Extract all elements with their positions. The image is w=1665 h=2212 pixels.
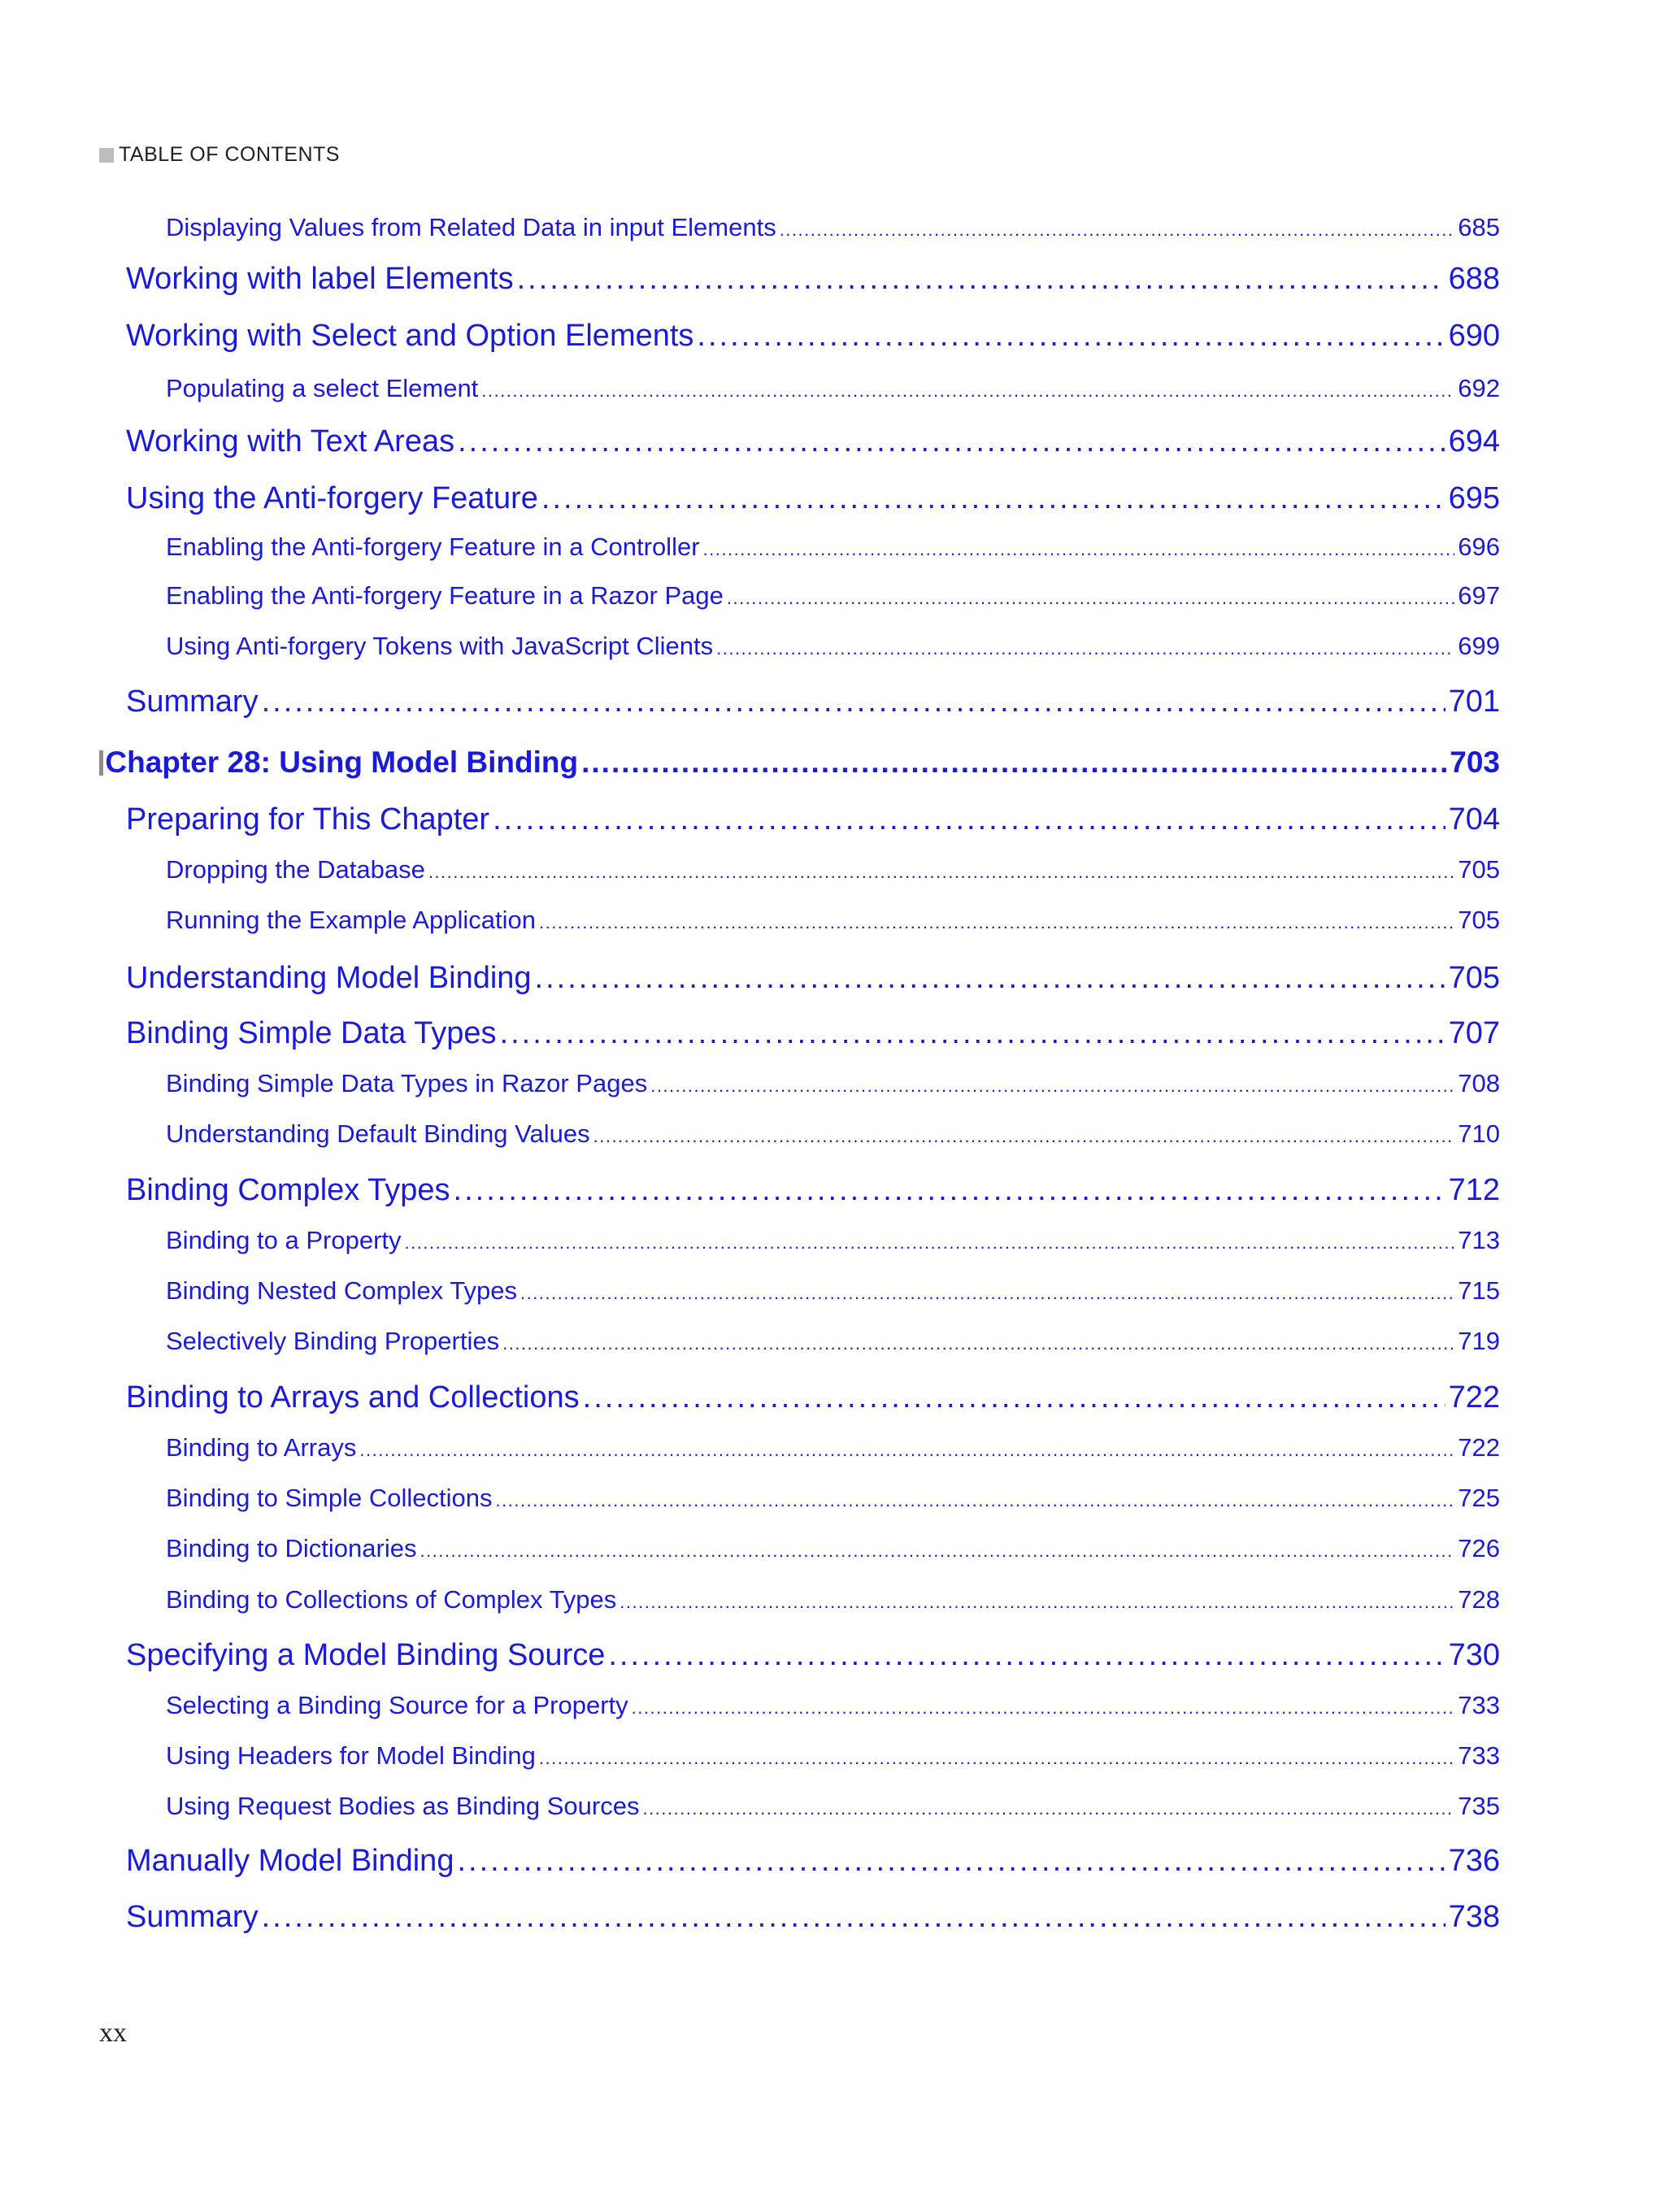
toc-entry-page: 735: [1458, 1792, 1500, 1820]
toc-entry-title: Summary: [126, 684, 259, 719]
toc-entry[interactable]: [126, 1900, 1500, 1935]
toc-entry-page: 697: [1458, 581, 1500, 610]
dot-leader: [359, 1440, 1454, 1461]
toc-entry[interactable]: [166, 1226, 1500, 1255]
toc-entry-page: 685: [1458, 213, 1500, 241]
toc-entry[interactable]: [166, 1276, 1500, 1306]
toc-entry-page: 696: [1458, 532, 1500, 561]
toc-entry-page: 705: [1458, 906, 1500, 934]
toc-entry-page: 703: [1450, 745, 1500, 779]
running-header-label: TABLE OF CONTENTS: [119, 143, 340, 166]
dot-leader: [716, 638, 1454, 659]
toc-entry[interactable]: [166, 581, 1500, 611]
dot-leader: [632, 1697, 1455, 1719]
toc-entry[interactable]: [166, 1792, 1500, 1821]
toc-entry-title: Manually Model Binding: [126, 1844, 454, 1878]
toc-entry-title: Binding to Collections of Complex Types: [166, 1585, 617, 1614]
dot-leader: [642, 1798, 1454, 1819]
dot-leader: [539, 1748, 1454, 1769]
toc-entry-page: 688: [1448, 262, 1500, 296]
toc-entry-page: 694: [1448, 424, 1500, 458]
toc-entry-page: 707: [1448, 1016, 1500, 1050]
toc-entry[interactable]: [126, 802, 1500, 837]
toc-entry[interactable]: [126, 262, 1500, 297]
toc-entry[interactable]: [166, 1433, 1500, 1462]
toc-entry-title: Selectively Binding Properties: [166, 1327, 500, 1355]
toc-entry-title: Chapter 28: Using Model Binding: [105, 745, 579, 779]
toc-entry-page: 730: [1448, 1638, 1500, 1672]
toc-entry[interactable]: [166, 1585, 1500, 1614]
toc-entry-title: Binding to Arrays and Collections: [126, 1380, 580, 1415]
toc-entry-page: 710: [1458, 1119, 1500, 1148]
toc-entry-title: Understanding Model Binding: [126, 961, 532, 995]
toc-entry[interactable]: [166, 906, 1500, 935]
toc-entry-title: Binding Simple Data Types in Razor Pages: [166, 1069, 648, 1097]
toc-entry-page: 736: [1448, 1844, 1500, 1878]
dot-leader: [405, 1232, 1455, 1254]
toc-entry-page: 738: [1448, 1900, 1500, 1934]
toc-entry[interactable]: [166, 532, 1500, 562]
toc-entry-page: 704: [1448, 802, 1500, 837]
toc-entry-page: 733: [1458, 1741, 1500, 1770]
dot-leader: [457, 1844, 1445, 1879]
square-bullet-icon: [99, 148, 114, 163]
toc-entry[interactable]: [166, 1534, 1500, 1563]
page-number: xx: [99, 2018, 127, 2048]
toc-entry-page: 715: [1458, 1276, 1500, 1305]
toc-entry[interactable]: [126, 481, 1500, 516]
dot-leader: [650, 1076, 1454, 1097]
toc-entry-title: Dropping the Database: [166, 855, 425, 884]
dot-leader: [481, 380, 1454, 402]
dot-leader: [703, 539, 1455, 560]
toc-entry[interactable]: [166, 1484, 1500, 1513]
toc-entry-page: 713: [1458, 1226, 1500, 1254]
toc-entry-title: Using Anti-forgery Tokens with JavaScript Clients: [166, 632, 714, 660]
dot-leader: [697, 319, 1445, 354]
toc-entry-title: Selecting a Binding Source for a Property: [166, 1691, 628, 1719]
dot-leader: [496, 1490, 1455, 1511]
dot-leader: [420, 1541, 1454, 1562]
dot-leader: [541, 481, 1445, 516]
toc-entry[interactable]: [166, 1327, 1500, 1356]
toc-entry[interactable]: [166, 855, 1500, 884]
dot-leader: [493, 802, 1445, 837]
toc-entry[interactable]: [166, 1119, 1500, 1149]
toc-entry-title: Working with Text Areas: [126, 424, 455, 458]
toc-entry-page: 722: [1458, 1433, 1500, 1462]
dot-leader: [608, 1638, 1445, 1673]
toc-entry-page: 692: [1458, 374, 1500, 402]
toc-entry-title: Enabling the Anti-forgery Feature in a Razor Page: [166, 581, 724, 610]
running-header: [99, 143, 340, 167]
toc-entry-title: Working with Select and Option Elements: [126, 319, 694, 353]
toc-entry[interactable]: [166, 213, 1500, 242]
dot-leader: [458, 424, 1445, 459]
toc-entry-title: Binding to a Property: [166, 1226, 402, 1254]
toc-entry-page: 690: [1448, 319, 1500, 353]
toc-entry-page: 708: [1458, 1069, 1500, 1097]
toc-entry-title: Binding Simple Data Types: [126, 1016, 497, 1050]
toc-entry-page: 699: [1458, 632, 1500, 660]
toc-entry-title: Using the Anti-forgery Feature: [126, 481, 538, 515]
toc-entry-page: 725: [1458, 1484, 1500, 1512]
toc-entry[interactable]: [166, 374, 1500, 403]
dot-leader: [502, 1333, 1454, 1354]
dot-leader: [619, 1592, 1454, 1613]
toc-entry[interactable]: [126, 1380, 1500, 1415]
toc-entry[interactable]: [126, 424, 1500, 459]
toc-entry[interactable]: [166, 632, 1500, 661]
toc-entry[interactable]: [166, 1069, 1500, 1098]
toc-entry-page: 712: [1448, 1173, 1500, 1207]
toc-entry[interactable]: [126, 1638, 1500, 1673]
toc-entry-page: 733: [1458, 1691, 1500, 1719]
toc-entry[interactable]: [126, 1173, 1500, 1208]
dot-leader: [535, 961, 1445, 996]
dot-leader: [517, 262, 1445, 297]
toc-entry-page: 719: [1458, 1327, 1500, 1355]
dot-leader: [581, 745, 1446, 780]
toc-entry-title: Using Request Bodies as Binding Sources: [166, 1792, 640, 1820]
dot-leader: [500, 1016, 1445, 1051]
toc-entry[interactable]: [166, 1691, 1500, 1720]
toc-entry-title: Running the Example Application: [166, 906, 536, 934]
toc-entry-page: 728: [1458, 1585, 1500, 1614]
dot-leader: [520, 1283, 1454, 1304]
dot-leader: [262, 1900, 1445, 1935]
toc-entry-title: Binding to Arrays: [166, 1433, 357, 1462]
toc-entry-page: 701: [1448, 684, 1500, 719]
toc-entry[interactable]: [126, 961, 1500, 996]
toc-entry-title: Binding Nested Complex Types: [166, 1276, 517, 1305]
toc-entry[interactable]: [126, 1844, 1500, 1879]
toc-entry-title: Summary: [126, 1900, 259, 1934]
dot-leader: [727, 588, 1454, 609]
chapter-square-icon: [99, 750, 103, 776]
toc-entry-title: Binding to Dictionaries: [166, 1534, 417, 1562]
dot-leader: [780, 219, 1455, 241]
toc-entry-title: Specifying a Model Binding Source: [126, 1638, 606, 1672]
toc-entry-title: Binding to Simple Collections: [166, 1484, 493, 1512]
toc-chapter-entry[interactable]: [99, 745, 1500, 780]
toc-entry-title: Binding Complex Types: [126, 1173, 450, 1207]
toc-entry-page: 705: [1448, 961, 1500, 995]
dot-leader: [262, 684, 1445, 719]
toc-entry-title: Preparing for This Chapter: [126, 802, 490, 837]
toc-entry[interactable]: [126, 319, 1500, 354]
toc-entry[interactable]: [126, 684, 1500, 719]
toc-entry-title: Working with label Elements: [126, 262, 514, 296]
toc-entry[interactable]: [126, 1016, 1500, 1051]
toc-entry-page: 695: [1448, 481, 1500, 515]
toc-entry-title: Using Headers for Model Binding: [166, 1741, 536, 1770]
toc-entry-title: Understanding Default Binding Values: [166, 1119, 590, 1148]
dot-leader: [539, 912, 1454, 933]
toc-entry[interactable]: [166, 1741, 1500, 1771]
toc-entry-title: Enabling the Anti-forgery Feature in a Controller: [166, 532, 700, 561]
dot-leader: [593, 1126, 1455, 1147]
toc-entry-page: 705: [1458, 855, 1500, 884]
dot-leader: [428, 862, 1454, 883]
toc-entry-title: Displaying Values from Related Data in input Elements: [166, 213, 776, 241]
toc-entry-page: 726: [1458, 1534, 1500, 1562]
toc-entry-page: 722: [1448, 1380, 1500, 1415]
dot-leader: [583, 1380, 1445, 1415]
dot-leader: [454, 1173, 1445, 1208]
toc-entry-title: Populating a select Element: [166, 374, 479, 402]
